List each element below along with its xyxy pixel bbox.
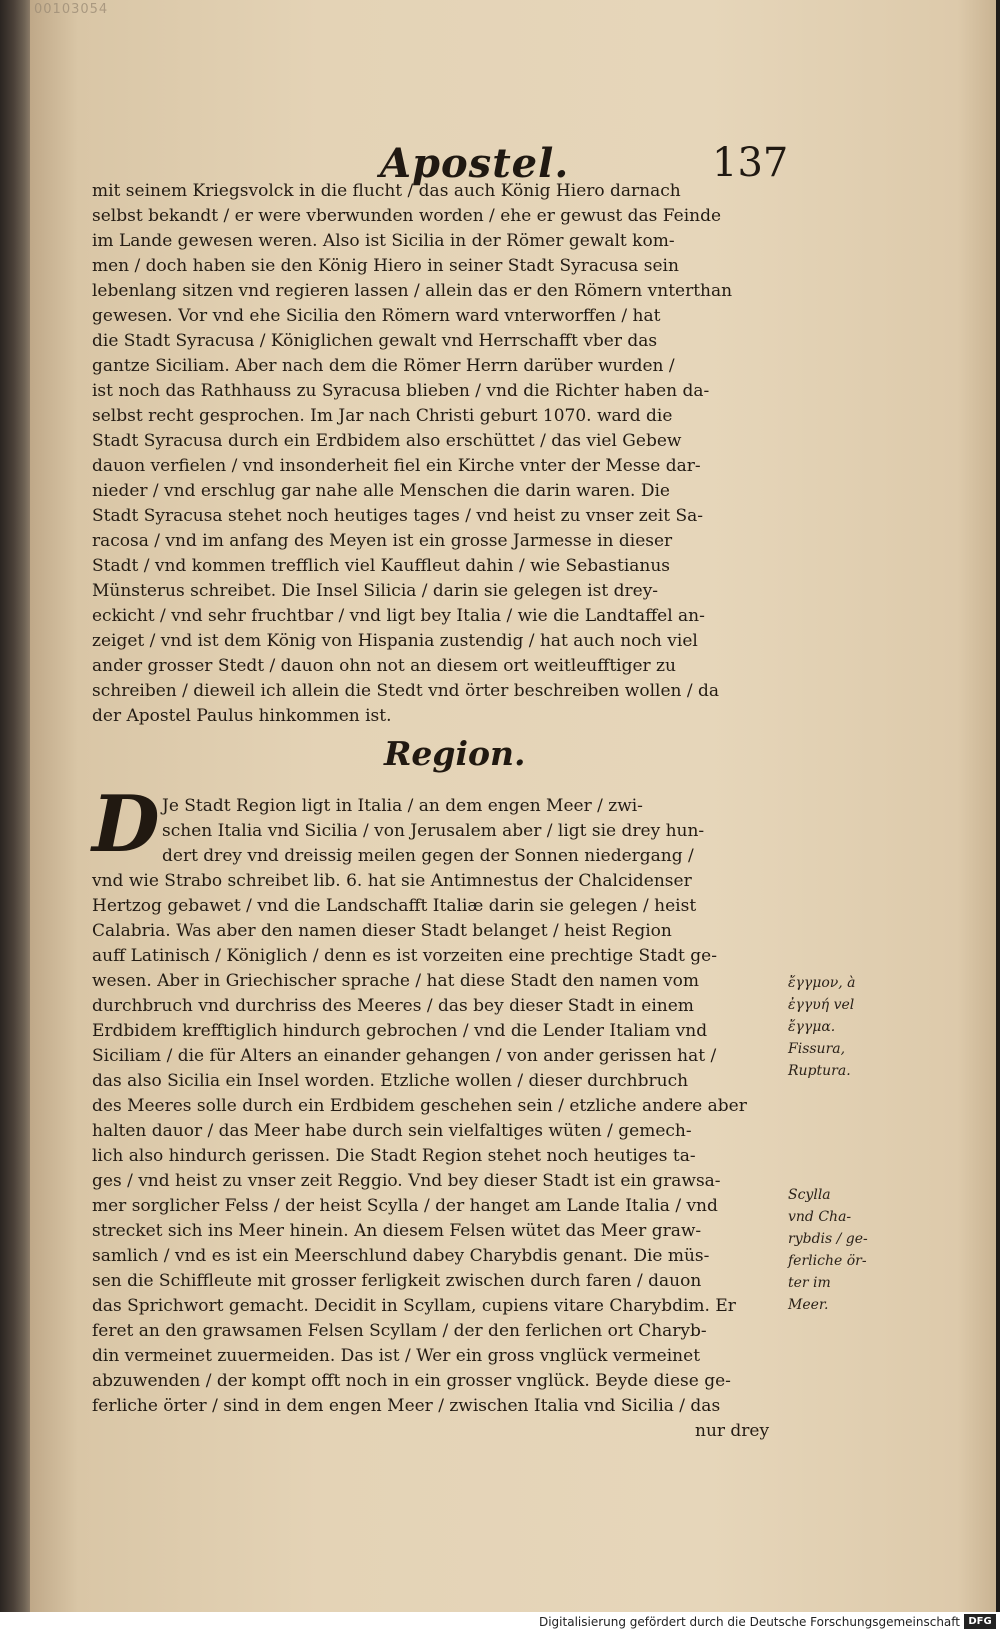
section-line: din vermeinet zuuermeiden. Das ist / Wer ein gross vnglück vermeinet [92,1346,701,1366]
body-line: lebenlang sitzen vnd regieren lassen / allein das er den Römern vnterthan [92,281,733,301]
section-line: strecket sich ins Meer hinein. An diesem Felsen wütet das Meer graw- [92,1221,702,1241]
catchword: nur drey [695,1421,770,1441]
body-line: zeiget / vnd ist dem König von Hispania zustendig / hat auch noch viel [92,631,698,651]
margin-note-line: rybdis / ge- [788,1231,868,1247]
section-line: Je Stadt Region ligt in Italia / an dem engen Meer / zwi- [162,796,643,816]
margin-note-line: Ruptura. [788,1063,851,1079]
body-line: men / doch haben sie den König Hiero in seiner Stadt Syracusa sein [92,256,679,276]
margin-note-line: ἐγγυή vel [788,997,855,1013]
section-line: das Sprichwort gemacht. Decidit in Scyllam, cupiens vitare Charybdim. Er [92,1296,736,1316]
section-line: durchbruch vnd durchriss des Meeres / das bey dieser Stadt in einem [92,996,694,1016]
section-line: halten dauor / das Meer habe durch sein vielfaltiges wüten / gemech- [92,1121,692,1141]
body-line: dauon verfielen / vnd insonderheit fiel ein Kirche vnter der Messe dar- [92,456,701,476]
body-line: eckicht / vnd sehr fruchtbar / vnd ligt bey Italia / wie die Landtaffel an- [92,606,705,626]
margin-note-line: vnd Cha- [788,1209,852,1225]
section-line: feret an den grawsamen Felsen Scyllam / der den ferlichen ort Charyb- [92,1321,707,1341]
section-line: auff Latinisch / Königlich / denn es ist vorzeiten eine prechtige Stadt ge- [92,946,717,966]
section-line: Siciliam / die für Alters an einander gehangen / von ander gerissen hat / [92,1046,717,1066]
body-line: selbst bekandt / er were vberwunden worden / ehe er gewust das Feinde [92,206,722,226]
body-line: selbst recht gesprochen. Im Jar nach Christi geburt 1070. ward die [92,406,673,426]
body-line: ander grosser Stedt / dauon ohn not an diesem ort weitleufftiger zu [92,656,676,676]
body-line: mit seinem Kriegsvolck in die flucht / das auch König Hiero darnach [92,181,681,201]
section-line: ferliche örter / sind in dem engen Meer / zwischen Italia vnd Sicilia / das [92,1396,721,1416]
body-line: ist noch das Rathhauss zu Syracusa blieben / vnd die Richter haben da- [92,381,710,401]
section-line: wesen. Aber in Griechischer sprache / hat diese Stadt den namen vom [92,971,700,991]
body-line: die Stadt Syracusa / Königlichen gewalt vnd Herrschafft vber das [92,331,658,351]
section-line: samlich / vnd es ist ein Meerschlund dabey Charybdis genant. Die müs- [92,1246,710,1266]
section-line: das also Sicilia ein Insel worden. Etzliche wollen / dieser durchbruch [92,1071,689,1091]
body-line: nieder / vnd erschlug gar nahe alle Menschen die darin waren. Die [92,481,670,501]
body-line: gewesen. Vor vnd ehe Sicilia den Römern ward vnterworffen / hat [92,306,661,326]
section-line: schen Italia vnd Sicilia / von Jerusalem aber / ligt sie drey hun- [162,821,705,841]
body-line: Münsterus schreibet. Die Insel Silicia / darin sie gelegen ist drey- [92,581,659,601]
margin-note-line: Scylla [788,1187,831,1203]
drop-cap-initial: D [92,779,160,870]
section-line: abzuwenden / der kompt offt noch in ein grosser vnglück. Beyde diese ge- [92,1371,731,1391]
body-line: der Apostel Paulus hinkommen ist. [92,706,392,726]
dfg-logo-icon: DFG [964,1614,996,1629]
shelf-id-stamp: 00103054 [34,2,109,17]
section-line: ges / vnd heist zu vnser zeit Reggio. Vnd bey dieser Stadt ist ein grawsa- [92,1171,721,1191]
body-line: Stadt / vnd kommen trefflich viel Kauffleut dahin / wie Sebastianus [92,556,671,576]
body-line: Stadt Syracusa durch ein Erdbidem also erschüttet / das viel Gebew [92,431,682,451]
margin-note-line: ter im [788,1275,831,1291]
section-line: lich also hindurch gerissen. Die Stadt Region stehet noch heutiges ta- [92,1146,696,1166]
body-line: gantze Siciliam. Aber nach dem die Römer Herrn darüber wurden / [92,356,675,376]
body-line: schreiben / dieweil ich allein die Stedt vnd örter beschreiben wollen / da [92,681,720,701]
body-line: im Lande gewesen weren. Also ist Sicilia in der Römer gewalt kom- [92,231,675,251]
margin-note-line: Meer. [788,1297,829,1313]
funding-credit: Digitalisierung gefördert durch die Deutsche Forschungsgemeinschaft [538,1615,960,1629]
section-line: Hertzog gebawet / vnd die Landschafft Italiæ darin sie gelegen / heist [92,896,697,916]
running-head: Apostel. [380,140,570,187]
section-line: Erdbidem krefftiglich hindurch gebrochen / vnd die Lender Italiam vnd [92,1021,708,1041]
margin-note-line: ferliche ör- [788,1253,867,1269]
section-line: vnd wie Strabo schreibet lib. 6. hat sie Antimnestus der Chalcidenser [92,871,692,891]
section-line: des Meeres solle durch ein Erdbidem geschehen sein / etzliche andere aber [92,1096,747,1116]
margin-note-line: Fissura, [788,1041,846,1057]
section-line: sen die Schiffleute mit grosser ferligkeit zwischen durch faren / dauon [92,1271,702,1291]
section-line: mer sorglicher Felss / der heist Scylla / der hanget am Lande Italia / vnd [92,1196,718,1216]
section-heading: Region. [384,734,526,773]
margin-note-line: ἔγγμον, à [788,975,856,991]
section-line: Calabria. Was aber den namen dieser Stadt belanget / heist Region [92,921,672,941]
body-line: Stadt Syracusa stehet noch heutiges tages / vnd heist zu vnser zeit Sa- [92,506,703,526]
section-line: dert drey vnd dreissig meilen gegen der Sonnen niedergang / [162,846,694,866]
book-spine-edge [0,0,30,1632]
page-number: 137 [712,140,789,186]
margin-note-line: ἔγγμα. [788,1019,836,1035]
body-line: racosa / vnd im anfang des Meyen ist ein grosse Jarmesse in dieser [92,531,673,551]
